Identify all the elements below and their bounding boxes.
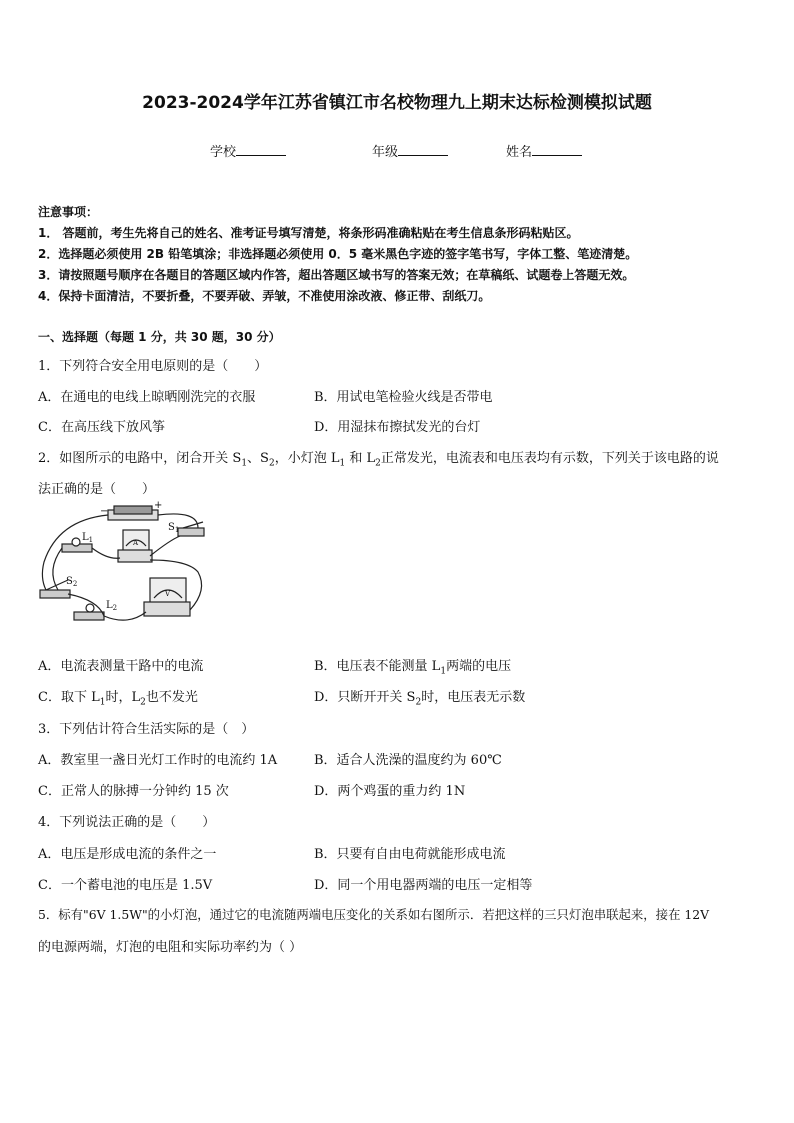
q3-option-c: C．正常人的脉搏一分钟约 15 次 [38,784,229,799]
name-field [506,141,582,160]
school-field [210,141,286,160]
battery-plus-label: + [154,500,163,511]
q3-option-b: B．适合人洗澡的温度约为 60℃ [314,753,502,768]
school-blank [236,143,286,156]
grade-blank [398,143,448,156]
question-2-stem-cont: 法正确的是（ ） [38,482,156,497]
q4-option-b: B．只要有自由电荷就能形成电流 [314,847,506,862]
voltmeter-label: V [165,590,171,598]
q4-option-a: A．电压是形成电流的条件之一 [38,847,217,862]
school-label: 学校 [210,145,237,160]
notice-item: 3．请按照题号顺序在各题目的答题区域内作答，超出答题区域书写的答案无效；在草稿纸、试题卷上答题无效。 [38,268,635,282]
grade-field [372,141,448,160]
q1-option-c: C．在高压线下放风筝 [38,420,165,435]
q1-option-b: B．用试电笔检验火线是否带电 [314,390,493,405]
q2-option-b: B．电压表不能测量 $L_1$两端的电压 [314,659,512,677]
question-1-stem: 1．下列符合安全用电原则的是（ ） [38,359,268,374]
notice-item: 1． 答题前，考生先将自己的姓名、准考证号填写清楚，将条形码准确粘贴在考生信息条形码粘贴区。 [38,226,579,240]
q3-option-a: A．教室里一盏日光灯工作时的电流约 1A [38,753,278,768]
circuit-diagram [38,500,210,646]
notice-item: 2．选择题必须使用 2B 铅笔填涂；非选择题必须使用 0．5 毫米黑色字迹的签字笔书写，字体工整、笔迹清楚。 [38,247,638,261]
q1-option-a: A．在通电的电线上晾晒刚洗完的衣服 [38,390,256,405]
q3-option-d: D．两个鸡蛋的重力约 1N [314,784,466,799]
s2-label: $S_2$ [66,576,78,588]
question-2-stem: 2．如图所示的电路中，闭合开关 $S_1$、$S_2$，小灯泡 $L_1$ 和 $L_2$正常发光，电流表和电压表均有示数，下列关于该电路的说 [38,451,719,469]
question-4-stem: 4．下列说法正确的是（ ） [38,815,216,830]
name-blank [532,143,582,156]
exam-title: 2023-2024学年江苏省镇江市名校物理九上期末达标检测模拟试题 [142,93,652,113]
question-5-stem: 5．标有"6V 1.5W"的小灯泡，通过它的电流随两端电压变化的关系如右图所示．若把这样的三只灯泡串联起来，接在 12V [38,907,710,922]
ammeter-label: A [133,539,139,547]
question-5-stem-cont: 的电源两端，灯泡的电阻和实际功率约为（ ） [38,940,303,955]
notice-heading: 注意事项： [38,205,99,219]
q2-option-a: A．电流表测量干路中的电流 [38,659,204,674]
notice-item: 4．保持卡面清洁，不要折叠，不要弄破、弄皱，不准使用涂改液、修正带、刮纸刀。 [38,289,491,303]
q2-option-d: D．只断开开关 $S_2$时，电压表无示数 [314,690,526,708]
battery-minus-label: − [100,506,109,517]
q4-option-d: D．同一个用电器两端的电压一定相等 [314,878,533,893]
question-3-stem: 3．下列估计符合生活实际的是（ ） [38,722,255,737]
s1-label: $S_1$ [168,522,180,534]
q4-option-c: C．一个蓄电池的电压是 1.5V [38,878,213,893]
q2-option-c: C．取下 $L_1$时，$L_2$也不发光 [38,690,198,708]
grade-label: 年级 [372,145,399,160]
section-heading: 一、选择题（每题 1 分，共 30 题，30 分） [38,330,281,344]
l1-label: $L_1$ [82,532,94,544]
l2-label: $L_2$ [106,600,118,612]
q1-option-d: D．用湿抹布擦拭发光的台灯 [314,420,481,435]
name-label: 姓名 [506,145,533,160]
